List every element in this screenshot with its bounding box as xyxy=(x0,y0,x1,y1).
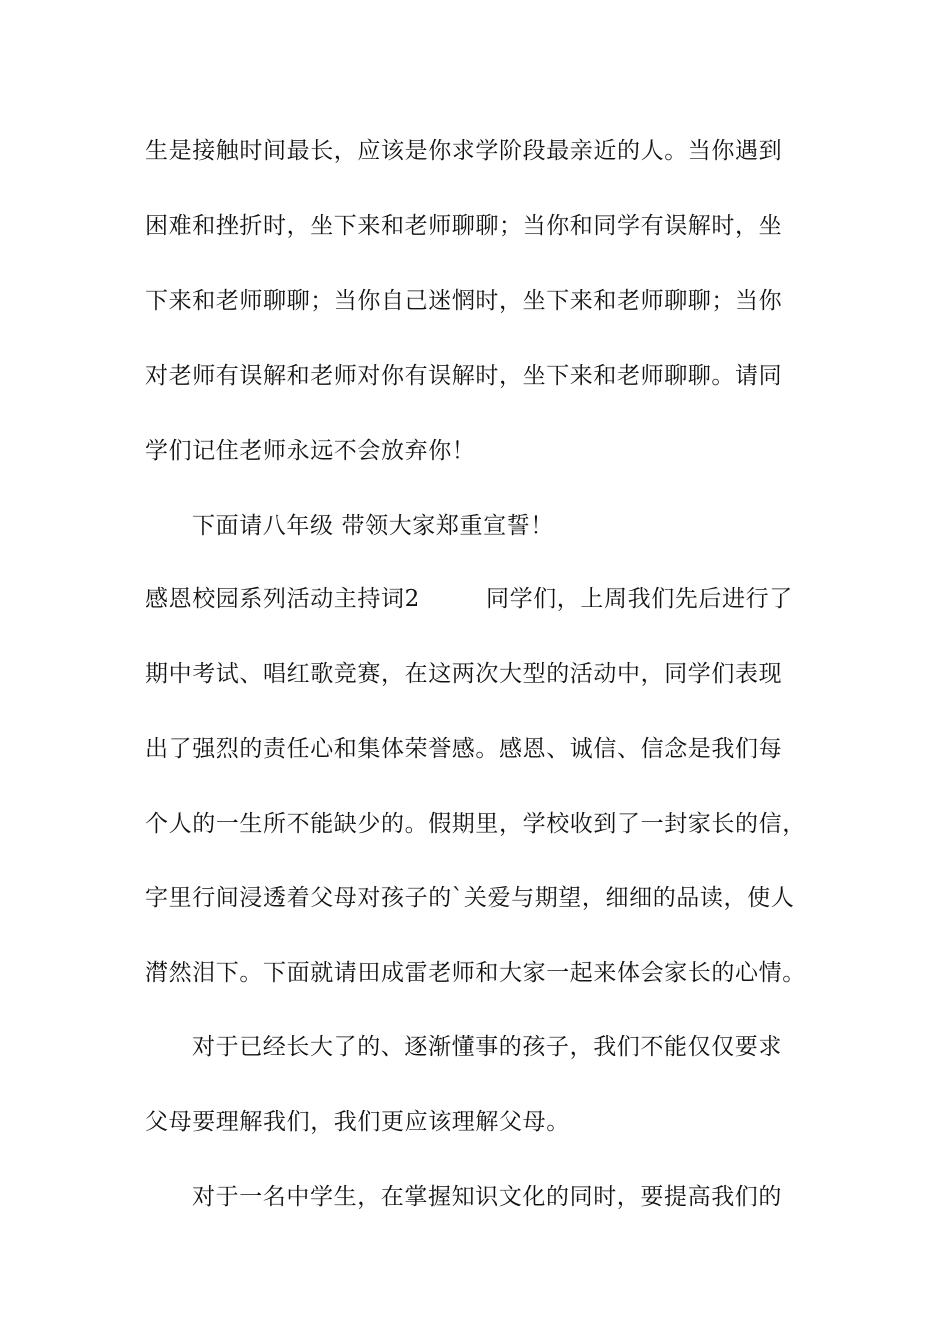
paragraph-line: 学们记住老师永远不会放弃你！ xyxy=(145,438,476,464)
paragraph-line: 生是接触时间最长，应该是你求学阶段最亲近的人。当你遇到 xyxy=(145,138,783,164)
paragraph-line: 对老师有误解和老师对你有误解时，坐下来和老师聊聊。请同 xyxy=(145,363,783,389)
paragraph-line-indented: 对于一名中学生，在掌握知识文化的同时，要提高我们的 xyxy=(192,1184,782,1210)
paragraph-line: 个人的一生所不能缺少的。假期里，学校收到了一封家长的信， xyxy=(145,811,806,837)
paragraph-line: 困难和挫折时，坐下来和老师聊聊；当你和同学有误解时，坐 xyxy=(145,213,783,239)
paragraph-line: 期中考试、唱红歌竞赛，在这两次大型的活动中，同学们表现 xyxy=(145,661,783,687)
paragraph-line-indented: 对于已经长大了的、逐渐懂事的孩子，我们不能仅仅要求 xyxy=(192,1034,782,1060)
section-heading: 感恩校园系列活动主持词2 xyxy=(145,586,420,612)
paragraph-line: 字里行间浸透着父母对孩子的`关爱与期望，细细的品读，使人 xyxy=(145,885,795,911)
heading-continuation-text: 同学们，上周我们先后进行了 xyxy=(486,586,793,612)
paragraph-line-indented: 下面请八年级 带领大家郑重宣誓！ xyxy=(192,513,554,539)
paragraph-line: 父母要理解我们，我们更应该理解父母。 xyxy=(145,1109,570,1135)
paragraph-line: 出了强烈的责任心和集体荣誉感。感恩、诚信、信念是我们每 xyxy=(145,736,783,762)
paragraph-line: 下来和老师聊聊；当你自己迷惘时，坐下来和老师聊聊；当你 xyxy=(145,288,783,314)
paragraph-line: 潸然泪下。下面就请田成雷老师和大家一起来体会家长的心情。 xyxy=(145,960,806,986)
